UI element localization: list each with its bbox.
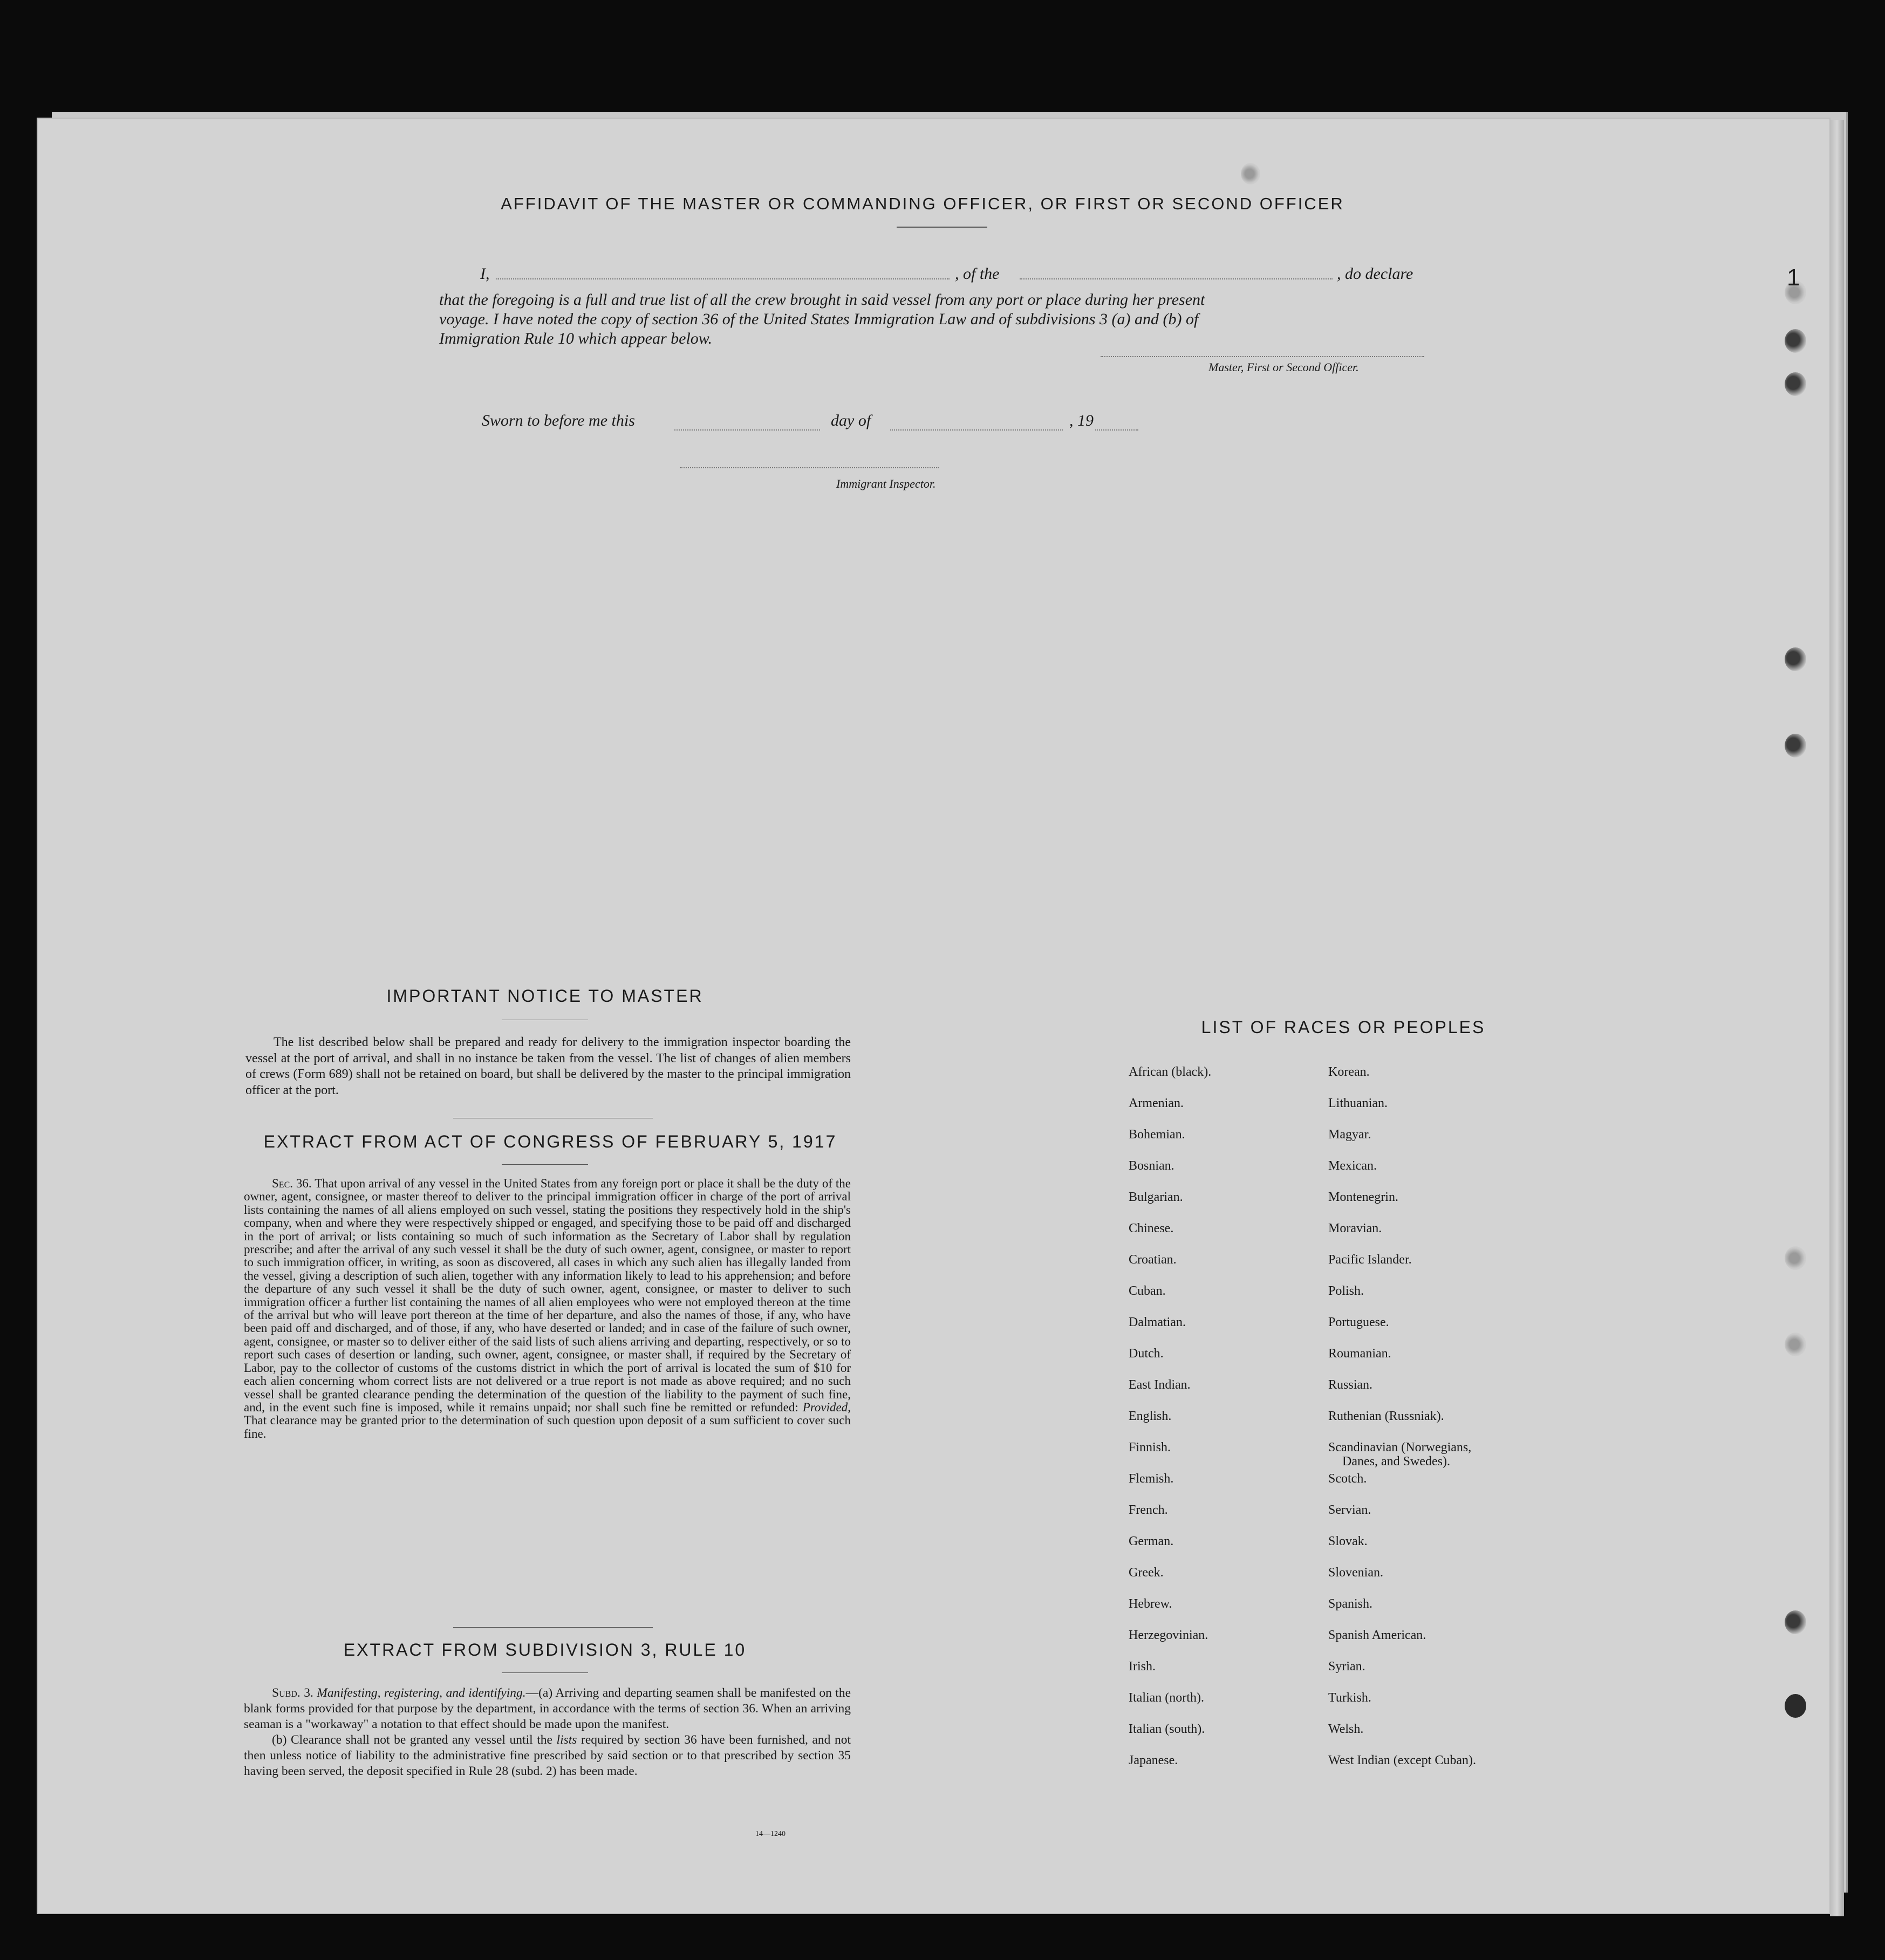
race-item: Welsh. [1328, 1722, 1364, 1736]
race-item: Italian (south). [1129, 1722, 1205, 1736]
affidavit-of-the: , of the [955, 265, 1000, 283]
para-b-lists: lists [556, 1733, 577, 1747]
race-item: Herzegovinian. [1129, 1628, 1208, 1642]
affidavit-line-3: voyage. I have noted the copy of section 36 of the United States Immigration Law and of subdivisions 3 (a) and (b) of [439, 310, 1199, 328]
race-item: Roumanian. [1328, 1347, 1391, 1361]
act-divider [453, 1627, 653, 1628]
punch-hole [1785, 734, 1806, 757]
signature-label: Master, First or Second Officer. [1208, 360, 1359, 374]
title-rule [897, 227, 987, 228]
race-item: Mexican. [1328, 1159, 1377, 1173]
para-a: —(a) Arriving and departing seamen shall be manifested on the blank forms provided for that purpose by the department, in accordance with the terms of section 36. When an arriving seaman is a "workaway" a notation to that effect should be made upon the manifest. [244, 1686, 851, 1731]
race-item: Croatian. [1129, 1253, 1177, 1267]
punch-hole [1785, 372, 1806, 396]
affidavit-line-4: Immigration Rule 10 which appear below. [439, 330, 713, 347]
race-item: Chinese. [1129, 1221, 1174, 1235]
race-item: Flemish. [1129, 1472, 1174, 1486]
month-blank[interactable] [890, 429, 1063, 431]
act-text-end: That clearance may be granted prior to the determination of such question upon deposit of a sum sufficient to cover such fine. [244, 1413, 851, 1440]
rule-title: EXTRACT FROM SUBDIVISION 3, RULE 10 [343, 1640, 747, 1659]
race-item: English. [1129, 1409, 1172, 1423]
affidavit-title: AFFIDAVIT OF THE MASTER OR COMMANDING OFFICER, OR FIRST OR SECOND OFFICER [501, 194, 1344, 213]
races-title: LIST OF RACES OR PEOPLES [1201, 1017, 1486, 1037]
race-item: Portuguese. [1328, 1315, 1389, 1329]
rule-body [244, 1685, 851, 1779]
sworn-text: Sworn to before me this [482, 412, 635, 429]
form-number: 14—1240 [755, 1830, 786, 1838]
race-item: Slovak. [1328, 1534, 1368, 1548]
year-text: , 19 [1069, 412, 1094, 429]
subd-label: Subd. 3. [272, 1686, 313, 1700]
race-item: Greek. [1129, 1566, 1164, 1580]
race-item: Irish. [1129, 1659, 1156, 1674]
race-item: Moravian. [1328, 1221, 1382, 1235]
race-item: Bohemian. [1129, 1128, 1185, 1142]
race-item: Scandinavian (Norwegians, [1328, 1440, 1472, 1454]
race-item: West Indian (except Cuban). [1328, 1753, 1476, 1767]
punch-hole [1785, 1610, 1806, 1634]
page-edge [1830, 120, 1844, 1916]
punch-hole [1785, 1333, 1806, 1356]
race-item: Ruthenian (Russniak). [1328, 1409, 1444, 1423]
para-b-2: required by section 36 have been furnished, and not then unless notice of liability to the administrative fine prescribed by said section or to that prescribed by section 35 having been served, the deposit specified in Rule 28 (subd. 2) has been made. [244, 1733, 851, 1778]
notice-body [245, 1035, 851, 1098]
affidavit-line-2: that the foregoing is a full and true list of all the crew brought in said vessel from any port or place during her present [439, 291, 1205, 309]
race-item: Turkish. [1328, 1691, 1371, 1705]
race-item: Magyar. [1328, 1128, 1371, 1142]
race-item: Servian. [1328, 1503, 1371, 1517]
year-blank[interactable] [1095, 429, 1138, 431]
race-item: African (black). [1129, 1065, 1212, 1079]
rule-rule [502, 1672, 588, 1673]
race-item: Russian. [1328, 1378, 1373, 1392]
race-item: Japanese. [1129, 1753, 1178, 1767]
race-item: Spanish. [1328, 1597, 1373, 1611]
punch-hole [1785, 647, 1806, 671]
vessel-blank[interactable] [1020, 278, 1333, 279]
race-item: Dalmatian. [1129, 1315, 1186, 1329]
inspector-signature-line[interactable] [680, 467, 939, 468]
punch-hole [1241, 163, 1260, 185]
race-item: Armenian. [1129, 1096, 1184, 1110]
act-text: That upon arrival of any vessel in the United States from any foreign port or place it shall be the duty of the owner, agent, consignee, or master thereof to deliver to the principal immigration officer in charge of the port of arrival lists containing the names of all aliens employed on such vessel, stating the positions they respectively hold in the ship's company, when and where they were respectively shipped or engaged, and specifying those to be paid off and discharged in the port of arrival; or lists containing so much of such information as the Secretary of Labor shall by regulation prescribe; and after the arrival of any such vessel it shall be the duty of such owner, agent, consignee, or master to report to such immigration officer, in writing, as soon as discovered, all cases in which any such alien has illegally landed from the vessel, giving a description of such alien, together with any information likely to lead to his apprehension; and before the departure of any such vessel it shall be the duty of such owner, agent, consignee, or master to deliver to such immigration officer a further list containing the names of all alien employees who were not employed thereon at the time of the arrival but who will leave port thereon at the time of her departure, and also the names of those, if any, who have been paid off and discharged, and of those, if any, who have deserted or landed; and in case of the failure of such owner, agent, consignee, or master so to deliver either of the said lists of such aliens arriving and departing, respectively, or so to report such cases of desertion or landing, such owner, agent, consignee, or master shall, if required by the Secretary of Labor, pay to the collector of customs of the customs district in which the port of arrival is located the sum of $10 for each alien concerning whom correct lists are not delivered or a true report is not made as above required; and no such vessel shall be granted clearance pending the determination of the question of the liability to the payment of such fine, and, in the event such fine is imposed, while it remains unpaid; nor shall such fine be remitted or refunded: [244, 1177, 851, 1414]
race-item: Spanish American. [1328, 1628, 1426, 1642]
punch-hole [1785, 1694, 1806, 1718]
race-item: Montenegrin. [1328, 1190, 1398, 1204]
race-item: Italian (north). [1129, 1691, 1204, 1705]
subd-heading: Manifesting, registering, and identifying. [317, 1686, 526, 1700]
provided-word: Provided, [802, 1400, 851, 1414]
affidavit-do-declare: , do declare [1337, 265, 1413, 283]
notice-title: IMPORTANT NOTICE TO MASTER [386, 986, 704, 1006]
name-blank[interactable] [496, 278, 950, 279]
race-item: German. [1129, 1534, 1174, 1548]
race-item: Finnish. [1129, 1440, 1171, 1454]
act-title: EXTRACT FROM ACT OF CONGRESS OF FEBRUARY 5, 1917 [263, 1132, 837, 1151]
punch-hole [1785, 329, 1806, 353]
race-item: Hebrew. [1129, 1597, 1172, 1611]
race-item: French. [1129, 1503, 1168, 1517]
race-item: Polish. [1328, 1284, 1364, 1298]
race-item: Slovenian. [1328, 1566, 1383, 1580]
race-item: Bosnian. [1129, 1159, 1174, 1173]
signature-line[interactable] [1101, 356, 1424, 357]
notice-text: The list described below shall be prepared and ready for delivery to the immigration inspector boarding the vessel at the port of arrival, and shall in no instance be taken from the vessel. The list of changes of alien members of crews (Form 689) shall not be retained on board, but shall be delivered by the master to the principal immigration officer at the port. [245, 1035, 851, 1097]
race-item: Bulgarian. [1129, 1190, 1183, 1204]
sec-label: Sec. 36. [272, 1177, 312, 1190]
para-b-1: (b) Clearance shall not be granted any vessel until the [272, 1733, 557, 1747]
day-blank[interactable] [674, 429, 820, 431]
race-item: Korean. [1328, 1065, 1370, 1079]
race-item: Syrian. [1328, 1659, 1365, 1674]
race-item: Lithuanian. [1328, 1096, 1388, 1110]
inspector-label: Immigrant Inspector. [836, 477, 936, 490]
act-body [244, 1177, 851, 1440]
page-mark: 1 [1787, 264, 1800, 291]
act-rule [502, 1164, 588, 1165]
affidavit-i: I, [480, 265, 490, 283]
punch-hole [1785, 1246, 1806, 1270]
race-item: Cuban. [1129, 1284, 1166, 1298]
race-item: Danes, and Swedes). [1342, 1454, 1450, 1469]
race-item: Pacific Islander. [1328, 1253, 1412, 1267]
race-item: Dutch. [1129, 1347, 1164, 1361]
race-item: East Indian. [1129, 1378, 1191, 1392]
race-item: Scotch. [1328, 1472, 1367, 1486]
day-of-text: day of [831, 412, 871, 429]
